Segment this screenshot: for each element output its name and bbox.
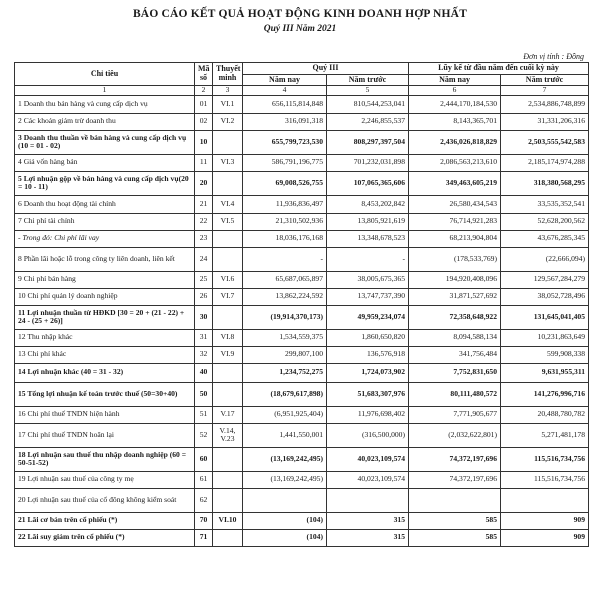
row-label: 7 Chi phí tài chính xyxy=(15,213,195,230)
row-quarter-current: 1,534,559,375 xyxy=(243,329,327,346)
row-note: VI.5 xyxy=(213,213,243,230)
row-ytd-previous: (22,666,094) xyxy=(501,247,589,271)
row-code: 62 xyxy=(195,488,213,512)
row-note: VI.1 xyxy=(213,95,243,113)
row-quarter-previous: 107,065,365,606 xyxy=(327,171,409,195)
row-ytd-current: 2,436,026,818,829 xyxy=(409,130,501,154)
row-ytd-previous: 33,535,352,541 xyxy=(501,195,589,213)
row-code: 10 xyxy=(195,130,213,154)
table-row xyxy=(15,213,589,230)
table-row xyxy=(15,447,589,471)
col-index: 2 xyxy=(195,86,213,96)
row-quarter-current: 586,791,196,775 xyxy=(243,154,327,171)
row-code: 51 xyxy=(195,406,213,423)
row-ytd-current: 7,771,905,677 xyxy=(409,406,501,423)
row-ytd-current: 194,920,408,096 xyxy=(409,271,501,288)
row-ytd-previous: 2,534,886,748,899 xyxy=(501,95,589,113)
row-label: 1 Doanh thu bán hàng và cung cấp dịch vụ xyxy=(15,95,195,113)
row-label: - Trong đó: Chi phí lãi vay xyxy=(15,230,195,247)
row-label: 11 Lợi nhuận thuần từ HĐKD [30 = 20 + (21 - 22) + 24 - (25 + 26)] xyxy=(15,305,195,329)
row-ytd-current: (2,032,622,801) xyxy=(409,423,501,447)
row-ytd-previous: 2,185,174,974,288 xyxy=(501,154,589,171)
header-ytd-prev: Năm trước xyxy=(501,75,589,86)
row-note xyxy=(213,247,243,271)
row-note: VI.4 xyxy=(213,195,243,213)
row-quarter-previous: 808,297,397,504 xyxy=(327,130,409,154)
table-row xyxy=(15,363,589,382)
row-ytd-previous: 20,488,780,782 xyxy=(501,406,589,423)
row-code: 11 xyxy=(195,154,213,171)
row-quarter-current: (18,679,617,898) xyxy=(243,382,327,406)
row-ytd-previous: 5,271,481,178 xyxy=(501,423,589,447)
row-code: 31 xyxy=(195,329,213,346)
row-quarter-current: (104) xyxy=(243,512,327,529)
row-quarter-current: 316,091,318 xyxy=(243,113,327,130)
row-ytd-previous: 318,380,568,295 xyxy=(501,171,589,195)
header-chi-tieu: Chỉ tiêu xyxy=(15,63,195,86)
row-ytd-previous: 115,516,734,756 xyxy=(501,447,589,471)
row-label: 13 Chi phí khác xyxy=(15,346,195,363)
table-row xyxy=(15,247,589,271)
table-row xyxy=(15,130,589,154)
row-quarter-previous: 810,544,253,041 xyxy=(327,95,409,113)
table-row xyxy=(15,305,589,329)
row-label: 16 Chi phí thuế TNDN hiện hành xyxy=(15,406,195,423)
row-quarter-current xyxy=(243,488,327,512)
row-quarter-current: (19,914,370,173) xyxy=(243,305,327,329)
row-ytd-previous: 909 xyxy=(501,529,589,546)
row-code: 22 xyxy=(195,213,213,230)
row-code: 61 xyxy=(195,471,213,488)
row-ytd-current: 68,213,904,804 xyxy=(409,230,501,247)
row-ytd-current: 8,094,588,134 xyxy=(409,329,501,346)
column-index-row xyxy=(15,86,589,96)
row-ytd-current: 72,358,648,922 xyxy=(409,305,501,329)
row-quarter-previous: (316,500,000) xyxy=(327,423,409,447)
row-ytd-current: 2,086,563,213,610 xyxy=(409,154,501,171)
row-note xyxy=(213,305,243,329)
row-label: 12 Thu nhập khác xyxy=(15,329,195,346)
row-quarter-previous: - xyxy=(327,247,409,271)
table-row xyxy=(15,230,589,247)
row-note xyxy=(213,130,243,154)
row-code: 02 xyxy=(195,113,213,130)
row-quarter-current: (13,169,242,495) xyxy=(243,471,327,488)
row-quarter-previous: 701,232,031,898 xyxy=(327,154,409,171)
row-quarter-previous: 2,246,855,537 xyxy=(327,113,409,130)
table-row xyxy=(15,346,589,363)
table-row xyxy=(15,195,589,213)
col-index: 7 xyxy=(501,86,589,96)
row-label: 21 Lãi cơ bản trên cổ phiếu (*) xyxy=(15,512,195,529)
row-ytd-previous: 9,631,955,311 xyxy=(501,363,589,382)
row-code: 23 xyxy=(195,230,213,247)
currency-unit: Đơn vị tính : Đồng xyxy=(523,52,584,61)
row-note xyxy=(213,488,243,512)
row-note: V.14, V.23 xyxy=(213,423,243,447)
row-ytd-current: 585 xyxy=(409,529,501,546)
report-title: BÁO CÁO KẾT QUẢ HOẠT ĐỘNG KINH DOANH HỢP NHẤT xyxy=(132,8,468,20)
row-ytd-current: 7,752,831,650 xyxy=(409,363,501,382)
table-row xyxy=(15,529,589,546)
table-row xyxy=(15,382,589,406)
row-code: 60 xyxy=(195,447,213,471)
row-label: 18 Lợi nhuận sau thuế thu nhập doanh nghiệp (60 = 50-51-52) xyxy=(15,447,195,471)
row-quarter-previous: 38,005,675,365 xyxy=(327,271,409,288)
row-quarter-current: 1,441,550,001 xyxy=(243,423,327,447)
row-ytd-current: 76,714,921,283 xyxy=(409,213,501,230)
row-ytd-previous: 43,676,285,345 xyxy=(501,230,589,247)
row-note: VI.7 xyxy=(213,288,243,305)
row-note xyxy=(213,230,243,247)
row-ytd-previous: 38,052,728,496 xyxy=(501,288,589,305)
row-quarter-current: 656,115,814,848 xyxy=(243,95,327,113)
table-row xyxy=(15,406,589,423)
row-label: 4 Giá vốn hàng bán xyxy=(15,154,195,171)
row-note xyxy=(213,363,243,382)
row-code: 24 xyxy=(195,247,213,271)
row-ytd-previous: 2,503,555,542,583 xyxy=(501,130,589,154)
col-index: 5 xyxy=(327,86,409,96)
row-quarter-previous: 8,453,202,842 xyxy=(327,195,409,213)
table-row xyxy=(15,171,589,195)
row-quarter-current: (13,169,242,495) xyxy=(243,447,327,471)
row-label: 6 Doanh thu hoạt động tài chính xyxy=(15,195,195,213)
row-quarter-current: (104) xyxy=(243,529,327,546)
income-statement-table xyxy=(14,62,589,547)
row-label: 5 Lợi nhuận gộp về bán hàng và cung cấp dịch vụ(20 = 10 - 11) xyxy=(15,171,195,195)
row-quarter-current: 299,807,100 xyxy=(243,346,327,363)
row-ytd-previous: 129,567,284,279 xyxy=(501,271,589,288)
col-index: 3 xyxy=(213,86,243,96)
row-quarter-previous: 40,023,109,574 xyxy=(327,447,409,471)
header-q-now: Năm nay xyxy=(243,75,327,86)
row-quarter-previous: 13,348,678,523 xyxy=(327,230,409,247)
row-ytd-current: 2,444,170,184,530 xyxy=(409,95,501,113)
row-code: 52 xyxy=(195,423,213,447)
row-quarter-current: (6,951,925,404) xyxy=(243,406,327,423)
row-quarter-previous: 11,976,698,402 xyxy=(327,406,409,423)
table-row xyxy=(15,512,589,529)
row-note xyxy=(213,171,243,195)
row-label: 9 Chi phí bán hàng xyxy=(15,271,195,288)
table-row xyxy=(15,288,589,305)
row-ytd-current: 74,372,197,696 xyxy=(409,471,501,488)
row-quarter-previous: 1,860,650,820 xyxy=(327,329,409,346)
row-quarter-current: - xyxy=(243,247,327,271)
row-code: 20 xyxy=(195,171,213,195)
row-quarter-current: 655,799,723,530 xyxy=(243,130,327,154)
row-code: 50 xyxy=(195,382,213,406)
row-code: 32 xyxy=(195,346,213,363)
header-ytd-now: Năm nay xyxy=(409,75,501,86)
row-label: 19 Lợi nhuận sau thuế của công ty mẹ xyxy=(15,471,195,488)
row-label: 15 Tổng lợi nhuận kế toán trước thuế (50=30+40) xyxy=(15,382,195,406)
row-quarter-previous xyxy=(327,488,409,512)
col-index: 1 xyxy=(15,86,195,96)
row-label: 17 Chi phí thuế TNDN hoãn lại xyxy=(15,423,195,447)
header-ma-so: Mã số xyxy=(195,63,213,86)
row-quarter-previous: 315 xyxy=(327,512,409,529)
row-ytd-previous: 131,645,041,405 xyxy=(501,305,589,329)
row-ytd-current: 8,143,365,701 xyxy=(409,113,501,130)
row-label: 8 Phần lãi hoặc lỗ trong công ty liên doanh, liên kết xyxy=(15,247,195,271)
row-ytd-current: 585 xyxy=(409,512,501,529)
row-quarter-current: 11,936,836,497 xyxy=(243,195,327,213)
row-note: VI.9 xyxy=(213,346,243,363)
row-ytd-previous: 52,628,200,562 xyxy=(501,213,589,230)
row-label: 22 Lãi suy giảm trên cổ phiếu (*) xyxy=(15,529,195,546)
row-ytd-current: 349,463,605,219 xyxy=(409,171,501,195)
header-ytd: Lũy kế từ đầu năm đến cuối kỳ này xyxy=(409,63,589,75)
header-q-prev: Năm trước xyxy=(327,75,409,86)
col-index: 4 xyxy=(243,86,327,96)
row-code: 25 xyxy=(195,271,213,288)
table-row xyxy=(15,329,589,346)
table-row xyxy=(15,471,589,488)
row-quarter-previous: 13,805,921,619 xyxy=(327,213,409,230)
row-quarter-current: 18,036,176,168 xyxy=(243,230,327,247)
row-note: VI.6 xyxy=(213,271,243,288)
row-quarter-current: 21,310,502,936 xyxy=(243,213,327,230)
report-period: Quý III Năm 2021 xyxy=(263,24,337,34)
row-code: 01 xyxy=(195,95,213,113)
row-ytd-previous: 31,331,206,316 xyxy=(501,113,589,130)
row-quarter-previous: 49,959,234,074 xyxy=(327,305,409,329)
row-quarter-current: 65,687,065,897 xyxy=(243,271,327,288)
row-ytd-previous xyxy=(501,488,589,512)
row-ytd-current: 341,756,484 xyxy=(409,346,501,363)
row-ytd-current: 80,111,480,572 xyxy=(409,382,501,406)
row-note xyxy=(213,382,243,406)
row-code: 71 xyxy=(195,529,213,546)
row-label: 3 Doanh thu thuần về bán hàng và cung cấp dịch vụ (10 = 01 - 02) xyxy=(15,130,195,154)
row-note: VI.10 xyxy=(213,512,243,529)
row-code: 21 xyxy=(195,195,213,213)
row-note: VI.8 xyxy=(213,329,243,346)
row-quarter-previous: 136,576,918 xyxy=(327,346,409,363)
row-ytd-current: 26,580,434,543 xyxy=(409,195,501,213)
header-thuyet-minh: Thuyết minh xyxy=(213,63,243,86)
row-note: V.17 xyxy=(213,406,243,423)
row-note xyxy=(213,529,243,546)
row-ytd-current: 31,871,527,692 xyxy=(409,288,501,305)
table-row xyxy=(15,271,589,288)
table-row xyxy=(15,488,589,512)
row-note xyxy=(213,447,243,471)
row-quarter-current: 1,234,752,275 xyxy=(243,363,327,382)
row-code: 30 xyxy=(195,305,213,329)
row-note: VI.3 xyxy=(213,154,243,171)
row-code: 40 xyxy=(195,363,213,382)
row-quarter-previous: 1,724,073,902 xyxy=(327,363,409,382)
row-ytd-previous: 141,276,996,716 xyxy=(501,382,589,406)
table-row xyxy=(15,95,589,113)
row-quarter-current: 13,862,224,592 xyxy=(243,288,327,305)
table-row xyxy=(15,423,589,447)
table-row xyxy=(15,113,589,130)
row-label: 2 Các khoản giảm trừ doanh thu xyxy=(15,113,195,130)
col-index: 6 xyxy=(409,86,501,96)
row-code: 26 xyxy=(195,288,213,305)
row-code: 70 xyxy=(195,512,213,529)
row-ytd-previous: 10,231,863,649 xyxy=(501,329,589,346)
row-label: 20 Lợi nhuận sau thuế của cổ đông không kiểm soát xyxy=(15,488,195,512)
row-note xyxy=(213,471,243,488)
row-ytd-current: (178,533,769) xyxy=(409,247,501,271)
row-quarter-current: 69,008,526,755 xyxy=(243,171,327,195)
header-quarter: Quý III xyxy=(243,63,409,75)
row-label: 14 Lợi nhuận khác (40 = 31 - 32) xyxy=(15,363,195,382)
row-quarter-previous: 315 xyxy=(327,529,409,546)
row-label: 10 Chi phí quản lý doanh nghiệp xyxy=(15,288,195,305)
table-row xyxy=(15,154,589,171)
row-note: VI.2 xyxy=(213,113,243,130)
row-quarter-previous: 13,747,737,390 xyxy=(327,288,409,305)
row-ytd-current: 74,372,197,696 xyxy=(409,447,501,471)
row-ytd-previous: 115,516,734,756 xyxy=(501,471,589,488)
row-ytd-previous: 599,908,338 xyxy=(501,346,589,363)
row-ytd-previous: 909 xyxy=(501,512,589,529)
row-quarter-previous: 51,683,307,976 xyxy=(327,382,409,406)
row-quarter-previous: 40,023,109,574 xyxy=(327,471,409,488)
row-ytd-current xyxy=(409,488,501,512)
